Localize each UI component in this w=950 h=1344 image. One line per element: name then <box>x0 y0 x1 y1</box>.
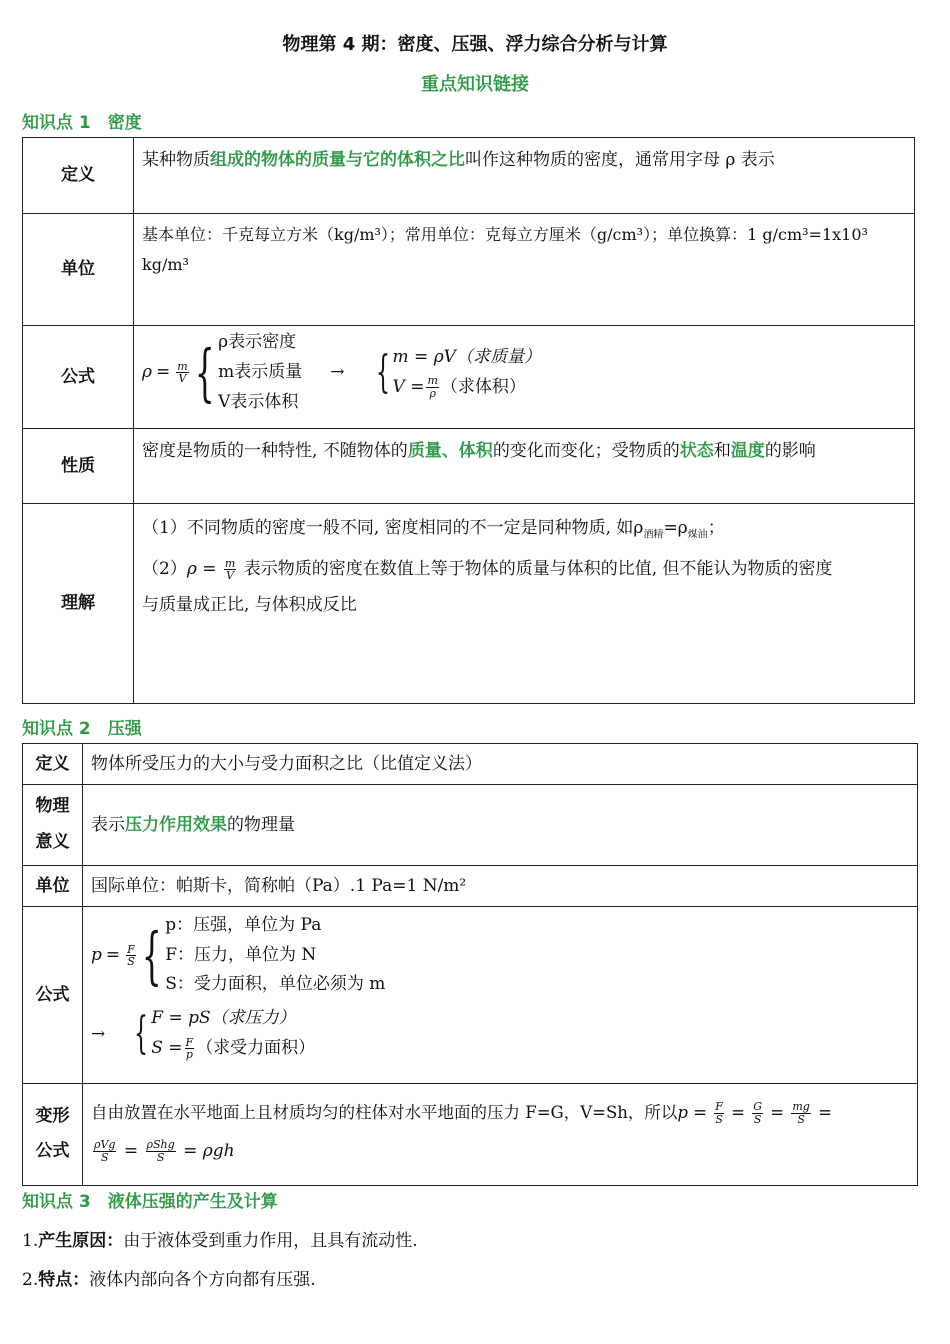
pressure-derived-area: S = $\frac{F}{p}$ （求受力面积） <box>151 1035 316 1062</box>
density-def-label: 定义 <box>23 138 134 214</box>
density-unit-text-1: 基本单位：千克每立方米（kg/m³）；常用单位：克每立方厘米（g/cm³）；单位换算：1 g/cm³=1x10³ <box>142 225 868 244</box>
pressure-formula-label: 公式 <box>23 906 83 1083</box>
right-arrow-icon: → <box>91 1023 106 1044</box>
pressure-derived-row <box>91 1004 909 1064</box>
density-unit-text-2: kg/m³ <box>142 255 189 275</box>
density-def-cell <box>134 138 915 214</box>
pressure-meaning-label: 物理 意义 <box>23 785 83 865</box>
pressure-formula-cell <box>83 906 918 1083</box>
pressure-formula: p = $\frac{F}{S}$ { p：压强，单位为 Pa F：压力，单位为 N S：受力面积，单位必须为 m <box>91 911 909 1000</box>
density-formula-rho: ρ <box>142 362 152 383</box>
density-derived-mass: m = ρV（求质量） <box>392 346 541 367</box>
page-title: 物理第 4 期：密度、压强、浮力综合分析与计算 <box>282 34 668 55</box>
page-subtitle: 重点知识链接 <box>421 74 529 95</box>
density-understanding-label: 理解 <box>23 504 134 704</box>
pressure-variant-label: 变形 公式 <box>23 1083 83 1185</box>
left-brace-icon: { <box>141 918 162 992</box>
pressure-legend-p: p：压强，单位为 Pa <box>165 914 322 935</box>
pressure-formula-legend <box>165 911 385 1000</box>
understanding-point-3: 与质量成正比, 与体积成反比 <box>142 594 357 615</box>
pressure-variant-line-1: 自由放置在水平地面上且材质均匀的柱体对水平地面的压力 F=G，V=Sh，所以p = $\frac{F}{S}$ = $\frac{G}{S}$ = $\frac{mg}{S}$ = <box>91 1100 832 1126</box>
density-def-post: 叫作这种物质的密度，通常用字母 ρ 表示 <box>465 150 775 170</box>
liquid-pressure-cause: 1.产生原因：由于液体受到重力作用，且具有流动性. <box>22 1231 418 1251</box>
density-legend-m: m表示质量 <box>218 361 303 382</box>
pressure-def-label: 定义 <box>23 744 83 785</box>
section-heading-density: 知识点 1 密度 <box>22 113 142 133</box>
pressure-unit-label: 单位 <box>23 865 83 906</box>
understanding-point-2: （2）ρ = $\frac{m}{V}$ 表示物质的密度在数值上等于物体的质量与体积的比值, 但不能认为物质的密度 <box>142 556 833 583</box>
density-formula-cell <box>134 326 915 429</box>
highlight-pressure-effect: 压力作用效果 <box>125 814 227 835</box>
density-unit-cell <box>134 214 915 326</box>
right-arrow-icon: → <box>330 362 345 383</box>
density-property-label: 性质 <box>23 429 134 504</box>
pressure-derived-formulas <box>151 1004 315 1064</box>
density-unit-label: 单位 <box>23 214 134 326</box>
density-legend-rho: ρ表示密度 <box>218 332 297 352</box>
pressure-variant-line-2: $\frac{\text{ρVg}}{S}$ = $\frac{\text{ρShg}}{S}$ = ρgh <box>94 1138 235 1164</box>
highlight-mass-volume: 质量、体积 <box>407 441 493 461</box>
density-formula-legend <box>218 328 302 417</box>
pressure-legend-s: S：受力面积，单位必须为 m <box>165 974 386 995</box>
pressure-meaning-cell: 表示压力作用效果的物理量 <box>83 785 918 865</box>
pressure-def-text: 物体所受压力的大小与受力面积之比（比值定义法） <box>83 744 918 785</box>
left-brace-icon: { <box>375 346 390 398</box>
density-understanding-cell <box>134 504 915 704</box>
pressure-derived-force: F = pS（求压力） <box>151 1008 296 1029</box>
pressure-variant-cell <box>83 1083 918 1185</box>
liquid-pressure-feature: 2.特点：液体内部向各个方向都有压强. <box>22 1270 316 1290</box>
density-def-pre: 某种物质 <box>142 150 210 170</box>
highlight-temperature: 温度 <box>730 441 765 461</box>
pressure-table <box>22 743 918 1186</box>
density-property-cell: 密度是物质的一种特性, 不随物体的质量、体积的变化而变化；受物质的状态和温度的影响 <box>134 429 915 504</box>
left-brace-icon: { <box>134 1007 149 1059</box>
pressure-unit-text: 国际单位：帕斯卡，简称帕（Pa）.1 Pa=1 N/m² <box>83 865 918 906</box>
understanding-point-1: （1）不同物质的密度一般不同, 密度相同的不一定是同种物质, 如$\rho_{酒精}=\rho_{煤油}$； <box>142 518 725 541</box>
density-derived-formulas <box>393 343 541 403</box>
left-brace-icon: { <box>194 335 215 409</box>
density-def-highlight: 组成的物体的质量与它的体积之比 <box>210 150 465 170</box>
pressure-legend-f: F：压力，单位为 N <box>165 944 317 965</box>
highlight-state: 状态 <box>679 441 714 461</box>
density-formula-fraction: $\frac{m}{V}$ <box>177 359 188 386</box>
section-heading-pressure: 知识点 2 压强 <box>22 719 142 739</box>
density-table <box>22 137 915 704</box>
density-derived-volume: V = $\frac{m}{\rho}$ （求体积） <box>392 374 526 400</box>
density-legend-v: V表示体积 <box>218 391 299 412</box>
density-formula-label: 公式 <box>23 326 134 429</box>
section-heading-liquid-pressure: 知识点 3 液体压强的产生及计算 <box>22 1192 278 1212</box>
density-formula: ρ = $\frac{m}{V}$ { ρ表示密度 m表示质量 V表示体积 → { m = ρV（求质量） V = $\frac{m}{\rho}$ （求体积） <box>142 328 906 417</box>
